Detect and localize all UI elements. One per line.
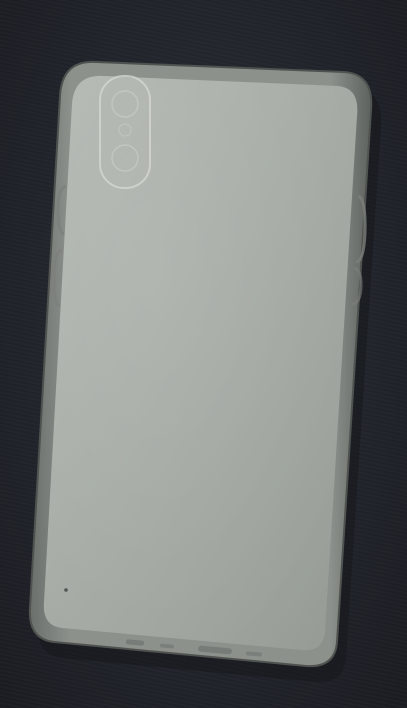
case-sheen bbox=[44, 76, 358, 650]
dust-speck bbox=[64, 588, 68, 592]
